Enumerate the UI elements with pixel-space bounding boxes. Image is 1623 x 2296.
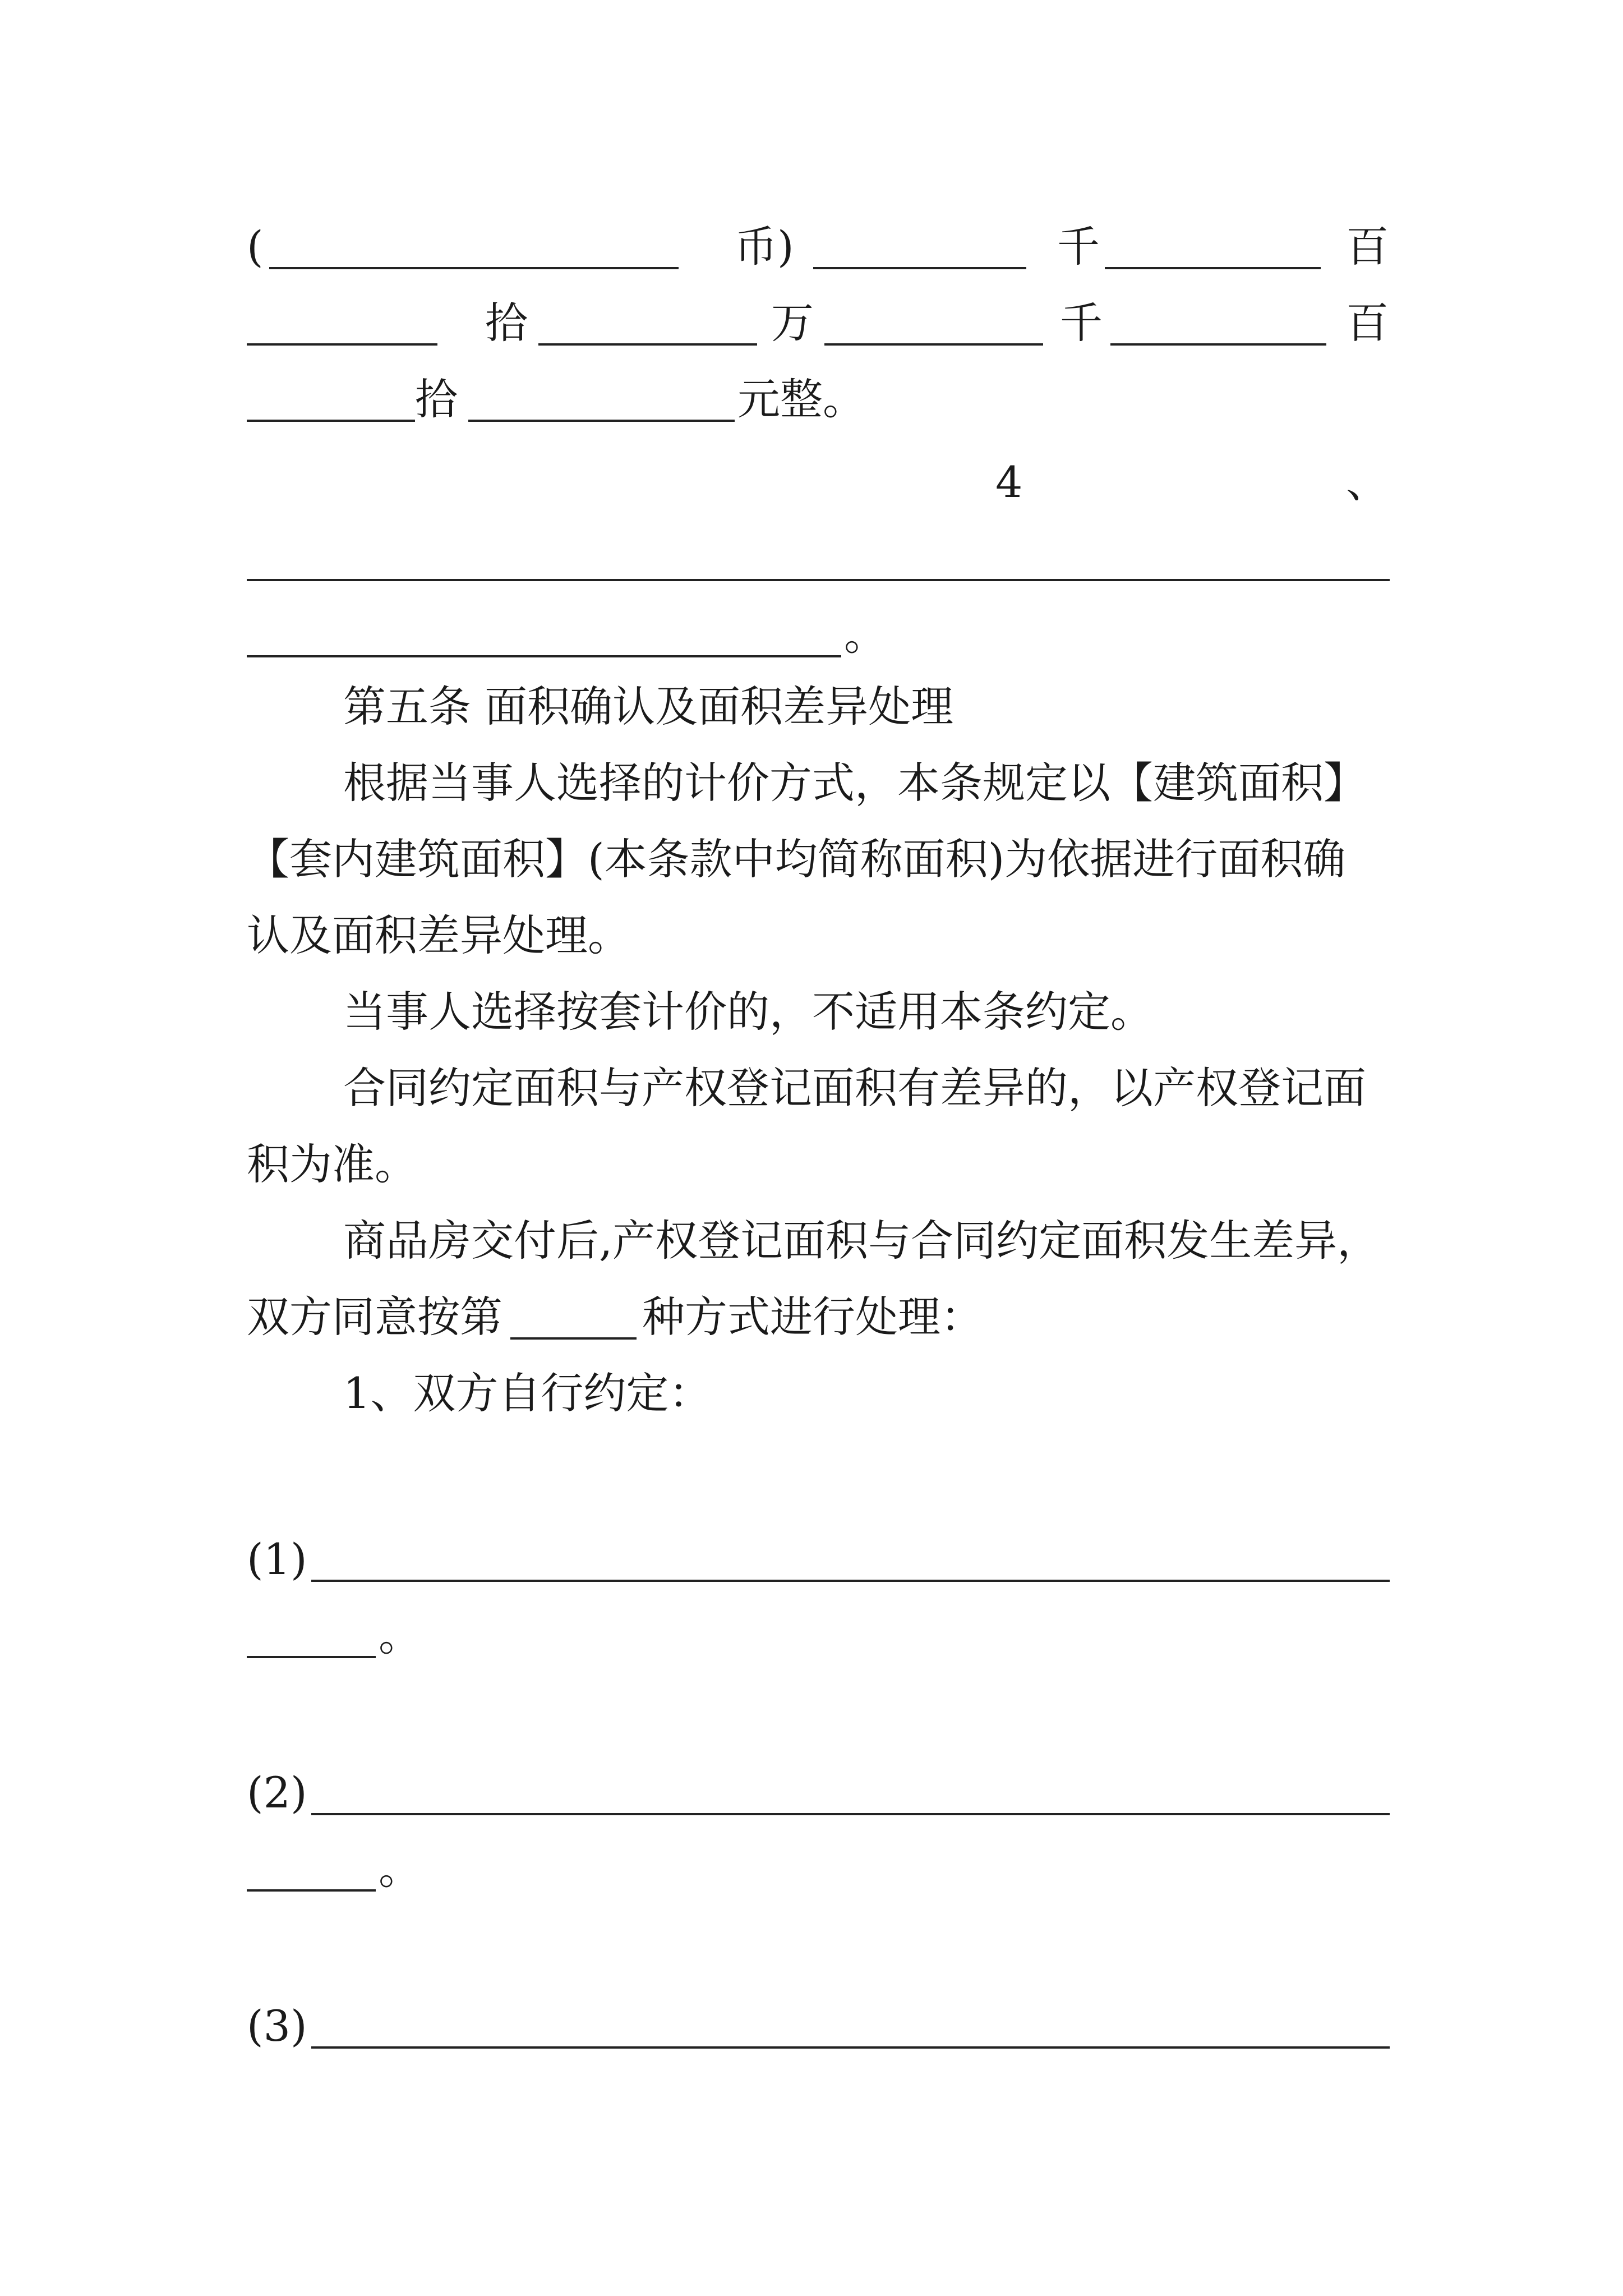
item-2-blank-cont[interactable]	[247, 1835, 376, 1892]
shi3-blank[interactable]	[247, 366, 415, 422]
paragraph-1-line-2	[247, 826, 1390, 893]
item-4-blank[interactable]	[247, 525, 1390, 581]
item-1-label: (1)	[247, 1534, 307, 1584]
article-5-heading	[247, 673, 1390, 740]
paragraph-4-line-1	[247, 1207, 1390, 1274]
dun-mark: 、	[1346, 457, 1389, 507]
item-4-line	[247, 449, 1390, 516]
item-3-line	[247, 1993, 1390, 2060]
item-2-period: 。	[379, 1844, 421, 1894]
paragraph-2	[247, 978, 1390, 1046]
bai-blank[interactable]	[1105, 213, 1321, 269]
wan-label: 万	[771, 298, 814, 348]
currency-blank[interactable]	[269, 213, 679, 269]
article-5-heading-text: 第五条 面积确认及面积差异处理	[343, 682, 954, 731]
yuan-zheng-label: 元整。	[737, 374, 865, 424]
paragraph-1-line-3	[247, 902, 1390, 969]
paragraph-4-text-2-post: 种方式进行处理：	[642, 1292, 983, 1342]
paragraph-3-line-2	[247, 1131, 1390, 1198]
item-1-end-line	[247, 1602, 1390, 1669]
paragraph-4-text-2-pre: 双方同意按第	[247, 1292, 502, 1342]
item-2-line	[247, 1759, 1390, 1826]
item-2-end-line	[247, 1835, 1390, 1903]
paragraph-2-text: 当事人选择按套计价的，不适用本条约定。	[343, 987, 1153, 1037]
qian2-blank[interactable]	[824, 289, 1043, 346]
paragraph-4-line-2	[247, 1283, 1390, 1351]
item-1-blank[interactable]	[311, 1526, 1390, 1582]
item-1-line	[247, 1526, 1390, 1593]
item-1-period: 。	[379, 1611, 421, 1660]
item-3-label: (3)	[247, 2001, 307, 2051]
bai2-blank[interactable]	[1110, 289, 1326, 346]
item-4-blank-cont[interactable]	[247, 601, 841, 657]
open-paren: (	[247, 222, 264, 272]
amount-line-2	[247, 289, 1390, 357]
currency-label: 币)	[735, 222, 794, 272]
yuan-blank[interactable]	[468, 366, 735, 422]
paragraph-1-text-2: 【套内建筑面积】(本条款中均简称面积)为依据进行面积确	[247, 834, 1346, 884]
option-1	[247, 1360, 1390, 1427]
period-mark: 。	[844, 610, 887, 660]
paragraph-1-text-1: 根据当事人选择的计价方式，本条规定以【建筑面积】	[343, 758, 1366, 808]
method-number-blank[interactable]	[510, 1283, 637, 1340]
item-4-blank-line	[247, 525, 1390, 592]
qian2-label: 千	[1060, 298, 1103, 348]
item-2-label: (2)	[247, 1768, 307, 1818]
paragraph-1-line-1	[247, 749, 1390, 817]
shi3-label: 拾	[415, 374, 458, 424]
item-1-blank-cont[interactable]	[247, 1602, 376, 1658]
item-number-4: 4	[995, 457, 1023, 507]
qian-label: 千	[1057, 222, 1100, 272]
wan-blank[interactable]	[538, 289, 757, 346]
paragraph-1-text-3: 认及面积差异处理。	[247, 910, 630, 960]
item-2-blank[interactable]	[311, 1759, 1390, 1815]
bai-label: 百	[1346, 222, 1389, 272]
amount-line-1	[247, 213, 1390, 280]
qian-blank[interactable]	[813, 213, 1026, 269]
shiwan-blank[interactable]	[247, 289, 437, 346]
paragraph-3-line-1	[247, 1055, 1390, 1122]
option-1-text: 1、双方自行约定：	[343, 1368, 712, 1418]
item-3-blank[interactable]	[311, 1993, 1390, 2049]
item-4-end-line	[247, 601, 1390, 669]
shi-label: 拾	[485, 298, 528, 348]
bai2-label: 百	[1346, 298, 1389, 348]
paragraph-3-text-2: 积为准。	[247, 1139, 417, 1189]
paragraph-3-text-1: 合同约定面积与产权登记面积有差异的，以产权登记面	[343, 1063, 1366, 1113]
paragraph-4-text-1: 商品房交付后,产权登记面积与合同约定面积发生差异，	[343, 1216, 1380, 1266]
amount-line-3	[247, 366, 1390, 433]
